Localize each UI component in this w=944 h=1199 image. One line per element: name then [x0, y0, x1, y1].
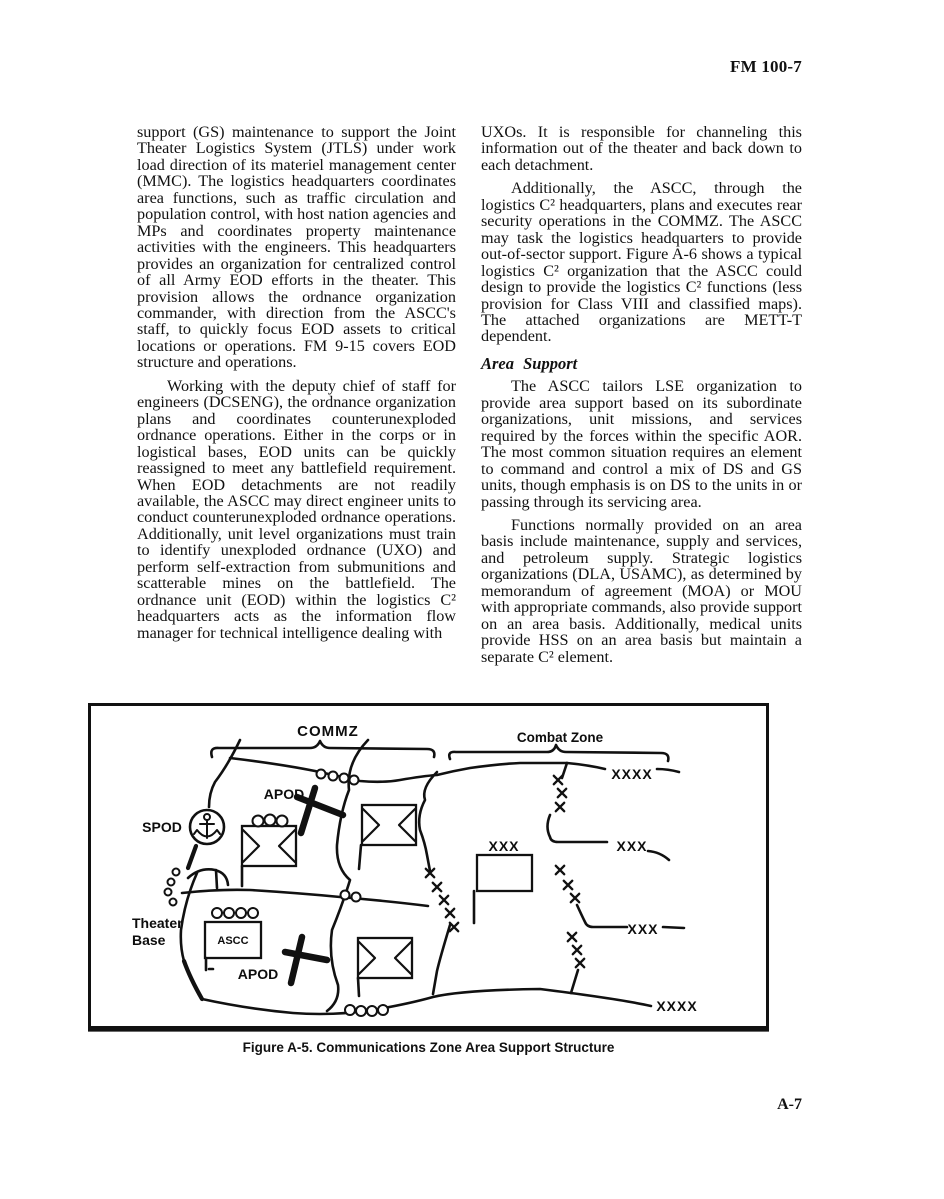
- document-id-header: FM 100-7: [730, 57, 802, 76]
- spod-anchor-icon: [190, 810, 224, 844]
- logistics-unit-symbol: [242, 826, 296, 866]
- xxxx-top-dash: [657, 769, 679, 772]
- army-boundary-label-top: XXXX: [611, 766, 653, 782]
- combat-zone-label: Combat Zone: [516, 730, 604, 745]
- corps-hq-label: XXX: [488, 838, 520, 854]
- apod-label-top: APOD: [263, 786, 305, 802]
- commz-brace: [211, 741, 434, 757]
- corps-hq-box: [477, 855, 532, 891]
- theater-base-label-line1: Theater: [132, 915, 183, 931]
- logistics-unit-symbol: [358, 938, 412, 978]
- apod-runway-bottom: [285, 937, 327, 983]
- paragraph: Working with the deputy chief of staff for engineers (DCSENG), the ordnance organization plans and coordinates counterunexploded ordnance operations. Either in the corps or in logistical bases, EOD units can be quickly reassigned to meet any battlefield requirement. When EOD detachments are not readily available, the ASCC may direct engineer units to conduct counterunexploded ordnance operations. Additionally, unit level organizations must train to identify unexploded ordnance (UXO) and perform self-extraction from submunitions and scatterable mines on the battlefield. The ordnance unit (EOD) within the logistics C² headquarters acts as the information flow manager for technical intelligence dealing with: [137, 376, 456, 642]
- page-number: A-7: [777, 1096, 802, 1113]
- paragraph: The ASCC tailors LSE organization to provide area support based on its subordinate organizations, unit missions, and services required by the forces within the specific AOR. The most common situation requires an element to command and control a mix of DS and GS units, though emphasis is on DS to the units in or passing through its servicing area.: [481, 377, 802, 511]
- theater-base-label-line2: Base: [132, 932, 166, 948]
- army-boundary-label-bottom: XXXX: [656, 998, 698, 1014]
- section-heading: Area Support: [481, 353, 578, 373]
- paragraph: Additionally, the ASCC, through the logistics C² headquarters, plans and executes rear security operations in the COMMZ. The ASCC may task the logistics headquarters to provide out-of-sector support. Figure A-6 shows a typical logistics C² organization that the ASCC could design to provide the logistics C² functions (less provision for Class VIII and classified maps). The attached organizations are METT-T dependent.: [481, 179, 802, 346]
- logistics-unit-symbol: [362, 805, 416, 845]
- xxx-lower-line: [577, 905, 627, 927]
- middle-horizontal-line: [182, 890, 428, 906]
- ascc-label: ASCC: [217, 935, 249, 947]
- commz-label: COMMZ: [297, 723, 359, 740]
- combat-zone-brace: [449, 745, 668, 761]
- apod-label-bottom: APOD: [237, 966, 279, 982]
- xxx-lower-dash: [663, 927, 684, 928]
- right-text-column: [481, 124, 802, 672]
- spod-approach-stroke: [188, 846, 196, 868]
- flot-bottom-seg: [571, 970, 578, 993]
- left-text-column: [137, 124, 456, 648]
- left-coast-thick: [184, 961, 202, 999]
- paragraph: support (GS) maintenance to support the Joint Theater Logistics System (JTLS) under work load direction of its materiel management center (MMC). The logistics headquarters coordinates area functions, such as traffic circulation and population control, with host nation agencies and MPs and coordinates property maintenance activities with the engineers. This headquarters provides an organization for centralized control of all Army EOD efforts in the theater. This provision allows the ordnance organization commander, with direction from the ASCC's staff, to quickly focus EOD assets to critical locations or operations. FM 9-15 covers EOD structure and operations.: [137, 123, 456, 372]
- corps-boundary-label-lower: XXX: [627, 921, 659, 937]
- left-coast-line: [181, 873, 197, 961]
- xxx-upper-tail: [648, 851, 669, 860]
- mid-boundary-line: [419, 772, 437, 871]
- figure-caption: Figure A-5. Communications Zone Area Support Structure: [242, 1040, 615, 1055]
- paragraph: UXOs. It is responsible for channeling this information out of the theater and back down to each detachment.: [481, 123, 802, 174]
- figure-a5-map-diagram: [88, 703, 769, 1033]
- paragraph: Functions normally provided on an area basis include maintenance, supply and services, and petroleum supply. Strategic logistics organizations (DLA, USAMC), as determined by memorandum of agreement (MOA) or MOU with appropriate commands, also provide support on an area basis. Additionally, medical units provide HSS on an area basis but maintain a separate C² element.: [481, 515, 802, 666]
- corps-boundary-label-upper: XXX: [616, 838, 648, 854]
- spod-label: SPOD: [142, 819, 182, 835]
- mid-diagonal-join: [433, 925, 450, 994]
- top-boundary-line: [230, 758, 605, 782]
- bottom-boundary-line: [202, 989, 651, 1014]
- xxx-upper-line: [548, 815, 608, 842]
